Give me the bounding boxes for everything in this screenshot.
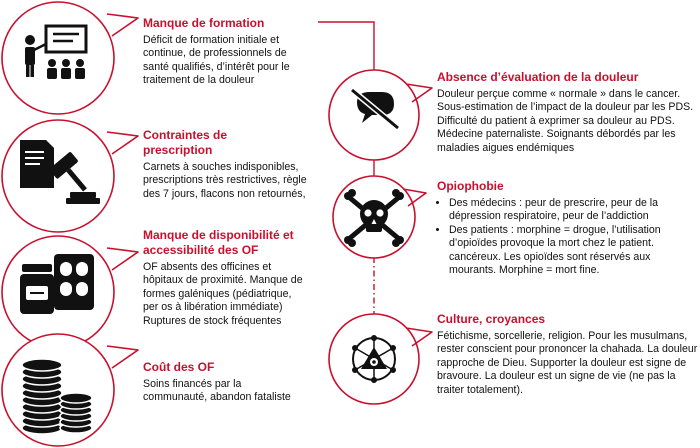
bullet-item: • Des médecins : peur de prescrire, peur de la dépression respiratoire, peur de l’addiction [449, 197, 699, 224]
block-cout [143, 360, 293, 405]
bubble-opiophobie [333, 176, 426, 258]
bubble-formation [2, 2, 138, 114]
bullet-list [437, 197, 699, 277]
bullet-item: • Des patients : morphine = drogue, l’utilisation d’opioïdes provoque la mort chez le patient. cancéreux. Les opioïdes sont réservés aux mourants. Morphine = mort fine. [449, 224, 699, 278]
block-text: Douleur perçue comme « normale » dans le cancer. Sous-estimation de l’impact de la douleur par les PDS. Difficulté du patient à exprimer sa douleur au PDS. Médecine paternaliste. Soignants débordés par les maladies aigues endémiques [437, 88, 694, 154]
bubble-cout [2, 334, 138, 446]
connector-top [318, 22, 374, 70]
block-text: Carnets à souches indisponibles, prescriptions très restrictives, règle des 7 jours, flacons non retournés, [143, 161, 307, 200]
block-text: Fétichisme, sorcellerie, religion. Pour les musulmans, rester conscient pour prononcer la chahada. La douleur rapproche de Dieu. Supporter la douleur est signe de bravoure. La douleur est un signe de vie (ne pas la traiter totalement). [437, 330, 698, 396]
block-title: Culture, croyances [437, 312, 546, 326]
block-text: Soins financés par la communauté, abandon fataliste [143, 378, 291, 404]
block-title: Opiophobie [437, 179, 504, 193]
bubble-culture [329, 314, 432, 404]
block-disponibilite [143, 228, 305, 328]
block-prescription [143, 128, 308, 201]
block-title: Contraintes de prescription [143, 128, 228, 157]
bubble-evaluation [329, 70, 432, 160]
block-culture [437, 312, 699, 397]
block-opiophobie [437, 179, 699, 277]
block-title: Manque de disponibilité et accessibilité des OF [143, 228, 294, 257]
block-title: Absence d’évaluation de la douleur [437, 70, 639, 84]
block-title: Manque de formation [143, 16, 265, 30]
block-title: Coût des OF [143, 360, 215, 374]
block-formation [143, 16, 308, 88]
block-text: OF absents des officines et hôpitaux de proximité. Manque de formes galéniques (pédiatrique, per os à libération immédiate) Ruptures de stock fréquentes [143, 261, 303, 327]
bubble-disponibilite [2, 236, 138, 348]
bubble-prescription [2, 120, 138, 232]
block-text: Déficit de formation initiale et continue, de professionnels de santé qualifiés, d’intérêt pour le traitement de la douleur [143, 34, 290, 87]
block-evaluation [437, 70, 699, 155]
